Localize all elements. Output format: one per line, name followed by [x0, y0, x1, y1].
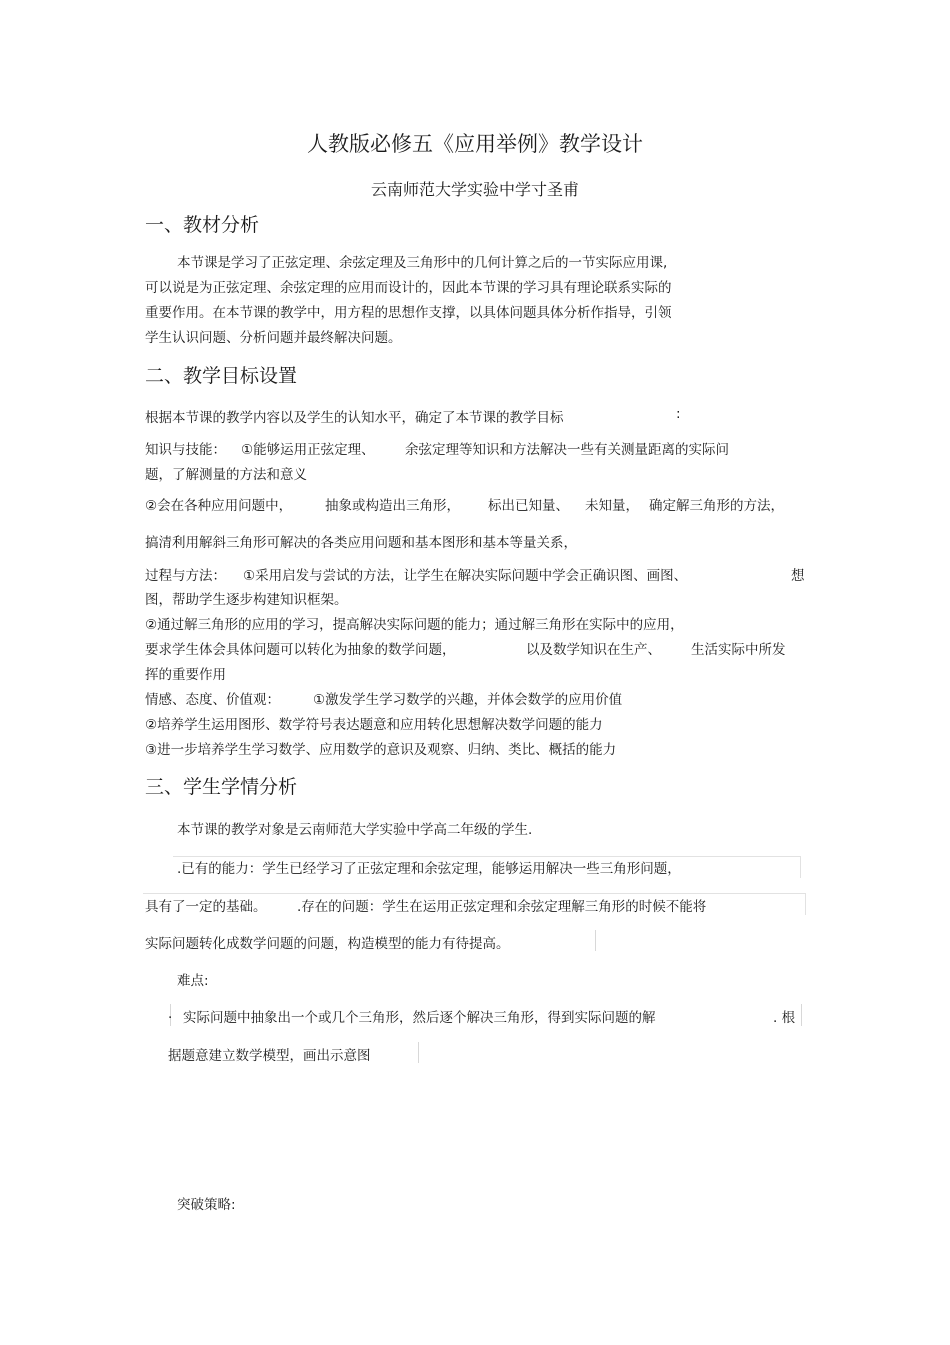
section-heading-1: 一、教材分析 [145, 214, 260, 236]
method-item-1-tail: 想 [791, 568, 805, 584]
author-line: 云南师范大学实验中学寸圣甫 [370, 180, 579, 199]
difficulty-item-tail: . 根 [773, 1010, 796, 1026]
paragraph-line: 本节课是学习了正弦定理、余弦定理及三角形中的几何计算之后的一节实际应用课, [177, 255, 668, 271]
knowledge-item-2-part: 未知量， [585, 498, 639, 514]
paragraph-line: 重要作用。在本节课的教学中，用方程的思想作支撑，以具体问题具体分析作指导，引领 [145, 305, 672, 321]
goal-intro-colon: : [676, 406, 681, 422]
existing-problem-end: 实际问题转化成数学问题的问题，构造模型的能力有待提高。 [145, 936, 510, 952]
section-heading-3: 三、学生学情分析 [145, 776, 298, 798]
knowledge-item-2-end: 搞清利用解斜三角形可解决的各类应用问题和基本图形和基本等量关系， [145, 535, 577, 551]
method-label: 过程与方法： [145, 568, 226, 584]
emotion-item-3: ③进一步培养学生学习数学、应用数学的意识及观察、归纳、类比、概括的能力 [145, 742, 617, 758]
emotion-item-1: ①激发学生学习数学的兴趣，并体会数学的应用价值 [313, 692, 623, 708]
method-item-2-cont: 以及数学知识在生产、 [526, 642, 661, 658]
knowledge-item-1: ①能够运用正弦定理、 [241, 442, 375, 458]
emotion-label: 情感、态度、价值观： [145, 692, 280, 708]
method-item-2-cont: 要求学生体会具体问题可以转化为抽象的数学问题， [145, 642, 456, 658]
existing-ability: .已有的能力：学生已经学习了正弦定理和余弦定理，能够运用解决一些三角形问题， [177, 861, 681, 877]
paragraph-line: 学生认识问题、分析问题并最终解决问题。 [145, 330, 402, 346]
knowledge-item-2-part: 抽象或构造出三角形， [325, 498, 460, 514]
difficulty-item: 实际问题中抽象出一个或几个三角形，然后逐个解决三角形，得到实际问题的解 [183, 1010, 656, 1026]
section-heading-2: 二、教学目标设置 [145, 365, 298, 387]
method-item-2: ②通过解三角形的应用的学习，提高解决实际问题的能力；通过解三角形在实际中的应用， [145, 617, 684, 633]
emotion-item-2: ②培养学生运用图形、数学符号表达题意和应用转化思想解决数学问题的能力 [145, 717, 603, 733]
knowledge-item-2: ②会在各种应用问题中， [145, 498, 293, 514]
method-item-1-end: 图，帮助学生逐步构建知识框架。 [145, 592, 348, 608]
goal-intro: 根据本节课的教学内容以及学生的认知水平，确定了本节课的教学目标 [145, 410, 564, 426]
method-item-2-end: 挥的重要作用 [145, 667, 226, 683]
strategy-label: 突破策略: [177, 1197, 236, 1213]
knowledge-item-1-end: 题，了解测量的方法和意义 [145, 467, 307, 483]
difficulty-item-end: 据题意建立数学模型，画出示意图 [168, 1048, 371, 1064]
method-item-2-cont: 生活实际中所发 [691, 642, 786, 658]
analysis-intro: 本节课的教学对象是云南师范大学实验中学高二年级的学生. [177, 822, 533, 838]
method-item-1: ①采用启发与尝试的方法，让学生在解决实际问题中学会正确识图、画图、 [243, 568, 688, 584]
document-title: 人教版必修五《应用举例》教学设计 [307, 132, 643, 156]
knowledge-item-2-part: 确定解三角形的方法， [649, 498, 784, 514]
paragraph-line: 可以说是为正弦定理、余弦定理的应用而设计的，因此本节课的学习具有理论联系实际的 [145, 280, 672, 296]
knowledge-item-2-part: 标出已知量、 [488, 498, 569, 514]
knowledge-label: 知识与技能： [145, 442, 226, 458]
knowledge-item-1-cont: 余弦定理等知识和方法解决一些有关测量距离的实际问 [405, 442, 729, 458]
difficulty-label: 难点: [177, 973, 209, 989]
existing-problem: .存在的问题：学生在运用正弦定理和余弦定理解三角形的时候不能将 [297, 899, 707, 915]
existing-basis: 具有了一定的基础。 [145, 899, 267, 915]
difficulty-bullet: . [168, 1006, 173, 1022]
